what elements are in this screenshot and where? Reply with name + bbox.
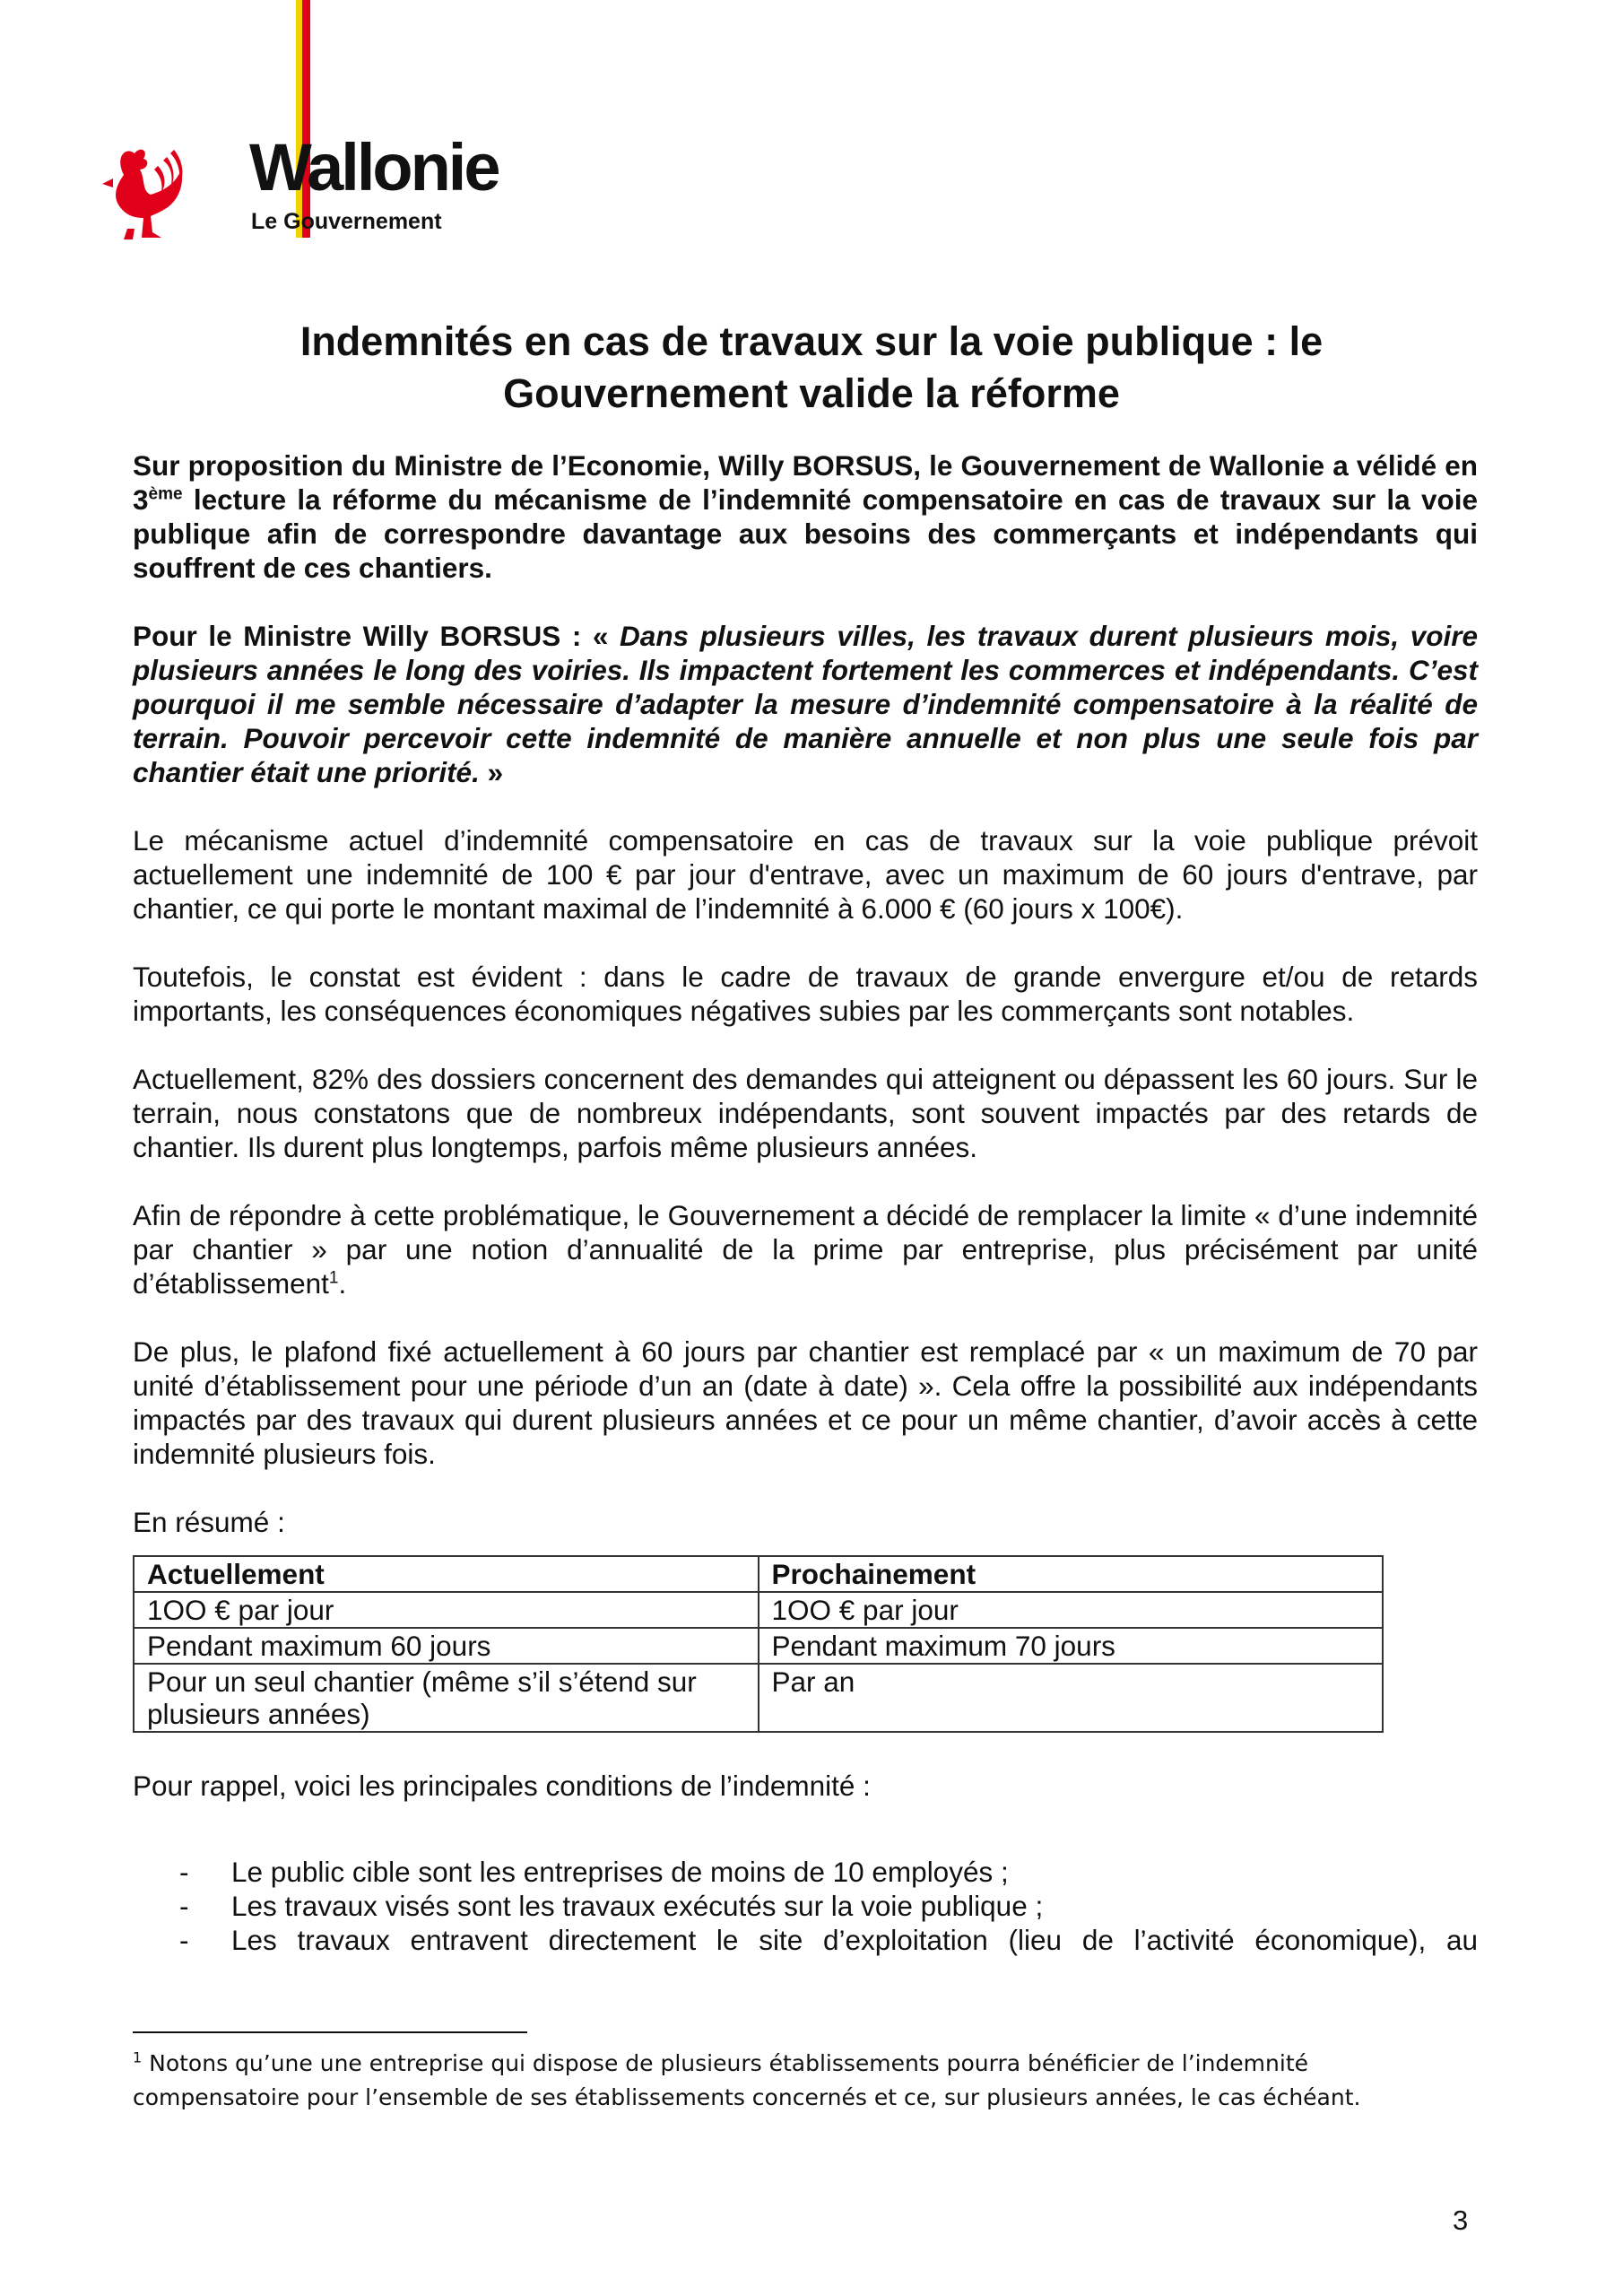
conditions-list [133, 1855, 1478, 1957]
footnote-reference[interactable]: 1 [328, 1268, 339, 1288]
table-cell: Pour un seul chantier (même s’il s’étend sur plusieurs années) [134, 1664, 759, 1732]
document-body [133, 448, 1478, 1957]
ordinal-superscript: ème [148, 484, 183, 504]
list-item-text: Les travaux entravent directement le site d’exploitation (lieu de l’activité économique), au [231, 1924, 1478, 1956]
reminder-paragraph: Pour rappel, voici les principales conditions de l’indemnité : [133, 1770, 871, 1802]
annualite-text: Afin de répondre à cette problématique, le Gouvernement a décidé de remplacer la limite « d’une indemnité par chantier » par une notion d’annualité de la prime par entreprise, plus précisément par unité d’établissement [133, 1199, 1478, 1300]
paragraph-constat: Toutefois, le constat est évident : dans le cadre de travaux de grande envergure et/ou de retards importants, les conséquences économiques négatives subies par les commerçants sont notables. [133, 961, 1478, 1027]
table-row [134, 1592, 1383, 1628]
list-item [133, 1855, 1478, 1889]
quote-end: » [479, 756, 504, 788]
footnote [133, 2047, 1406, 2115]
list-dash: - [179, 1890, 189, 1922]
rooster-icon [88, 139, 187, 242]
paragraph-annualite [133, 1198, 1478, 1300]
table-cell: Pendant maximum 70 jours [759, 1628, 1384, 1664]
table-row [134, 1664, 1383, 1732]
intro-paragraph [133, 448, 1478, 585]
table-cell: Par an [759, 1664, 1384, 1732]
list-dash: - [179, 1856, 189, 1888]
intro-text-1: Sur proposition du Ministre de l’Economie, Willy BORSUS, le Gouvernement de Wallonie a vélidé en 3 [133, 449, 1478, 516]
footnote-mark: 1 [133, 2048, 143, 2066]
page-title [135, 316, 1488, 420]
list-dash: - [179, 1924, 189, 1956]
column-header-prochainement: Prochainement [759, 1556, 1384, 1592]
summary-label: En résumé : [133, 1506, 285, 1538]
quote-text: Dans plusieurs villes, les travaux durent plusieurs mois, voire plusieurs années le long des voiries. Ils impactent fortement les commerces et indépendants. C’est pourquoi il me semble nécessaire d’adapter la mesure d’indemnité compensatoire à la réalité de terrain. Pouvoir percevoir cette indemnité de manière annuelle et non plus une seule fois par chantier était une priorité. [133, 620, 1478, 788]
table-header-row [134, 1556, 1383, 1592]
paragraph-plafond: De plus, le plafond fixé actuellement à 60 jours par chantier est remplacé par « un maximum de 70 par unité d’établissement pour une période d’un an (date à date) ». Cela offre la possibilité aux indépendants impactés par des travaux qui durent plusieurs années et ce pour un même chantier, d’avoir accès à cette indemnité plusieurs fois. [133, 1335, 1478, 1470]
list-item-text: Les travaux visés sont les travaux exécutés sur la voie publique ; [231, 1890, 1044, 1922]
list-item-text: Le public cible sont les entreprises de moins de 10 employés ; [231, 1856, 1009, 1888]
column-header-actuellement: Actuellement [134, 1556, 759, 1592]
page-number: 3 [1453, 2205, 1469, 2236]
list-item [133, 1889, 1478, 1923]
table-cell: Pendant maximum 60 jours [134, 1628, 759, 1664]
summary-table [133, 1555, 1384, 1733]
paragraph-statistics: Actuellement, 82% des dossiers concernent des demandes qui atteignent ou dépassent les 60 jours. Sur le terrain, nous constatons que de nombreux indépendants, sont souvent impactés par des retards de chantier. Ils durent plus longtemps, parfois même plusieurs années. [133, 1063, 1478, 1163]
table-row [134, 1628, 1383, 1664]
list-item [133, 1923, 1478, 1957]
title-line-1: Indemnités en cas de travaux sur la voie publique : le [299, 318, 1324, 364]
title-line-2: Gouvernement valide la réforme [503, 370, 1120, 416]
brand-subtitle: Le Gouvernement [251, 209, 442, 234]
paragraph-mechanism: Le mécanisme actuel d’indemnité compensatoire en cas de travaux sur la voie publique prévoit actuellement une indemnité de 100 € par jour d'entrave, avec un maximum de 60 jours d'entrave, par chantier, ce qui porte le montant maximal de l’indemnité à 6.000 € (60 jours x 100€). [133, 824, 1478, 925]
minister-quote-paragraph [133, 619, 1478, 789]
intro-text-2: lecture la réforme du mécanisme de l’indemnité compensatoire en cas de travaux sur la voie publique afin de correspondre davantage aux besoins des commerçants et indépendants qui souffrent de ces chantiers. [133, 483, 1478, 584]
wallonie-logo [88, 0, 554, 242]
table-cell: 1OO € par jour [134, 1592, 759, 1628]
annualite-end: . [338, 1267, 347, 1300]
footnote-separator [133, 2031, 527, 2033]
quote-lead: Pour le Ministre Willy BORSUS : « [133, 620, 621, 652]
footnote-text: Notons qu’une une entreprise qui dispose de plusieurs établissements pourra bénéficier de l’indemnité compensatoire pour l’ensemble de ses établissements concernés et ce, sur plusieurs années, le cas échéant. [133, 2050, 1361, 2110]
brand-name: Wallonie [249, 130, 499, 204]
table-cell: 1OO € par jour [759, 1592, 1384, 1628]
